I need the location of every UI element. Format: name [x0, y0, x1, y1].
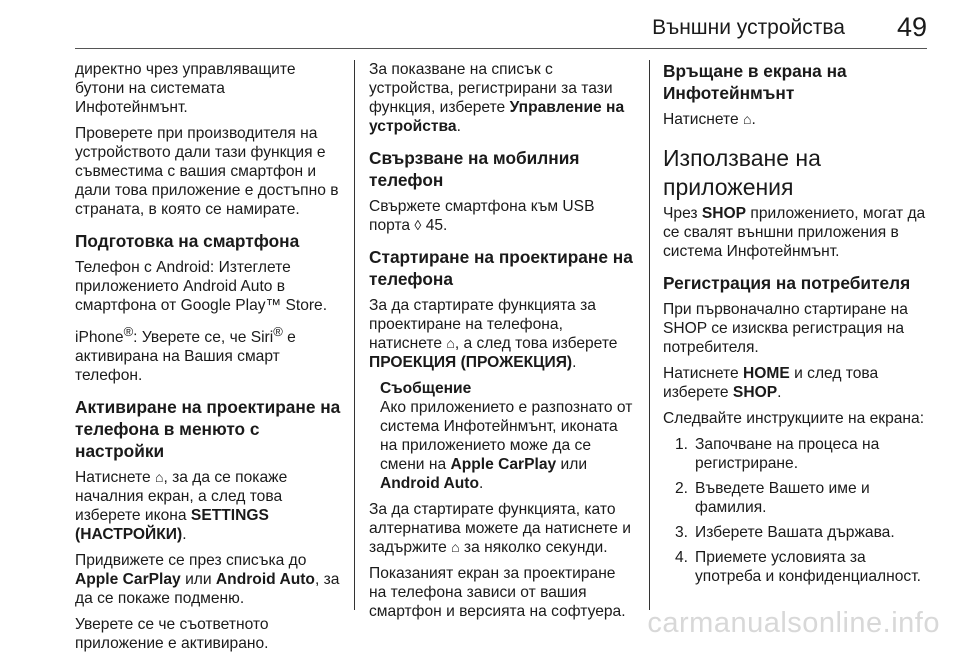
home-icon: ⌂ — [742, 111, 752, 127]
section-heading: Стартиране на проектиране на телефона — [369, 247, 633, 289]
paragraph: Показаният екран за проектиране на телефона зависи от вашия смартфон и версията на софтуера. — [369, 565, 626, 620]
watermark: carmanualsonline.info — [647, 607, 940, 639]
note-box — [369, 379, 635, 493]
section-heading: Свързване на мобилния телефон — [369, 148, 580, 190]
home-icon: ⌂ — [154, 469, 164, 486]
note-text: Ако приложението е разпознато от система Инфотейнмънт, иконата на приложението може да се смени на Apple CarPlay или Android Auto. — [380, 399, 633, 492]
page-number: 49 — [896, 12, 927, 42]
paragraph: Придвижете се през списъка до Apple CarPlay или Android Auto, за да се покаже подменю. — [75, 552, 340, 608]
steps-list — [663, 435, 931, 586]
paragraph: Свържете смартфона към USB порта ◊ 45. — [369, 198, 595, 234]
paragraph: Уверете се че съответното приложение е активирано. — [75, 616, 269, 653]
column-1 — [75, 60, 341, 660]
section-heading: Връщане в екрана на Инфотейнмънт — [663, 61, 847, 103]
paragraph: iPhone®: Уверете се, че Siri® е активирана на Вашия смарт телефон. — [75, 324, 296, 385]
paragraph: Натиснете ⌂, за да се покаже началния екран, а след това изберете икона SETTINGS (НАСТРОЙКИ). — [75, 469, 288, 544]
column-divider — [354, 60, 355, 610]
paragraph: Проверете при производителя на устройството дали тази функция е съвместима с вашия смартфон и дали това приложение е достъпно в страната, в която се намирате. — [75, 125, 339, 218]
home-icon: ⌂ — [446, 335, 455, 351]
chapter-heading: Използване на приложения — [663, 145, 821, 200]
list-item: 3. Изберете Вашата държава. — [675, 524, 895, 541]
paragraph: Натиснете ⌂. — [663, 111, 756, 128]
home-icon: ⌂ — [451, 539, 460, 555]
column-divider — [649, 60, 650, 610]
page-header — [75, 0, 927, 49]
paragraph: Натиснете HOME и след това изберете SHOP. — [663, 365, 879, 401]
list-item: 4. Приемете условията за употреба и конфиденциалност. — [675, 549, 921, 585]
section-heading: Регистрация на потребителя — [663, 273, 911, 293]
note-title: Съобщение — [380, 380, 472, 397]
paragraph: Телефон с Android: Изтеглете приложението Android Auto в смартфона от Google Play™ Store. — [75, 259, 328, 314]
paragraph: Следвайте инструкциите на екрана: — [663, 410, 925, 427]
column-3 — [663, 60, 931, 592]
paragraph: За показване на списък с устройства, регистрирани за тази функция, изберете Управление на устройства. — [369, 61, 625, 135]
paragraph: За да стартирате функцията, като алтернатива можете да натиснете и задържите ⌂ за няколко секунди. — [369, 501, 631, 556]
list-item: 1. Започване на процеса на регистриране. — [675, 436, 880, 472]
paragraph: За да стартирате функцията за проектиране на телефона, натиснете ⌂, а след това изберете ПРОЕКЦИЯ (ПРОЖЕКЦИЯ). — [369, 297, 618, 371]
list-item: 2. Въведете Вашето име и фамилия. — [675, 480, 870, 516]
paragraph: директно чрез управляващите бутони на системата Инфотейнмънт. — [75, 61, 296, 116]
section-heading: Подготовка на смартфона — [75, 231, 300, 251]
paragraph: При първоначално стартиране на SHOP се изисква регистрация на потребителя. — [663, 301, 908, 356]
paragraph: Чрез SHOP приложението, могат да се свалят външни приложения в система Инфотейнмънт. — [663, 205, 926, 260]
page-reference-icon: ◊ — [414, 217, 422, 233]
chapter-title: Външни устройства — [652, 16, 845, 39]
column-2 — [369, 60, 635, 628]
section-heading: Активиране на проектиране на телефона в менюто с настройки — [75, 397, 341, 462]
